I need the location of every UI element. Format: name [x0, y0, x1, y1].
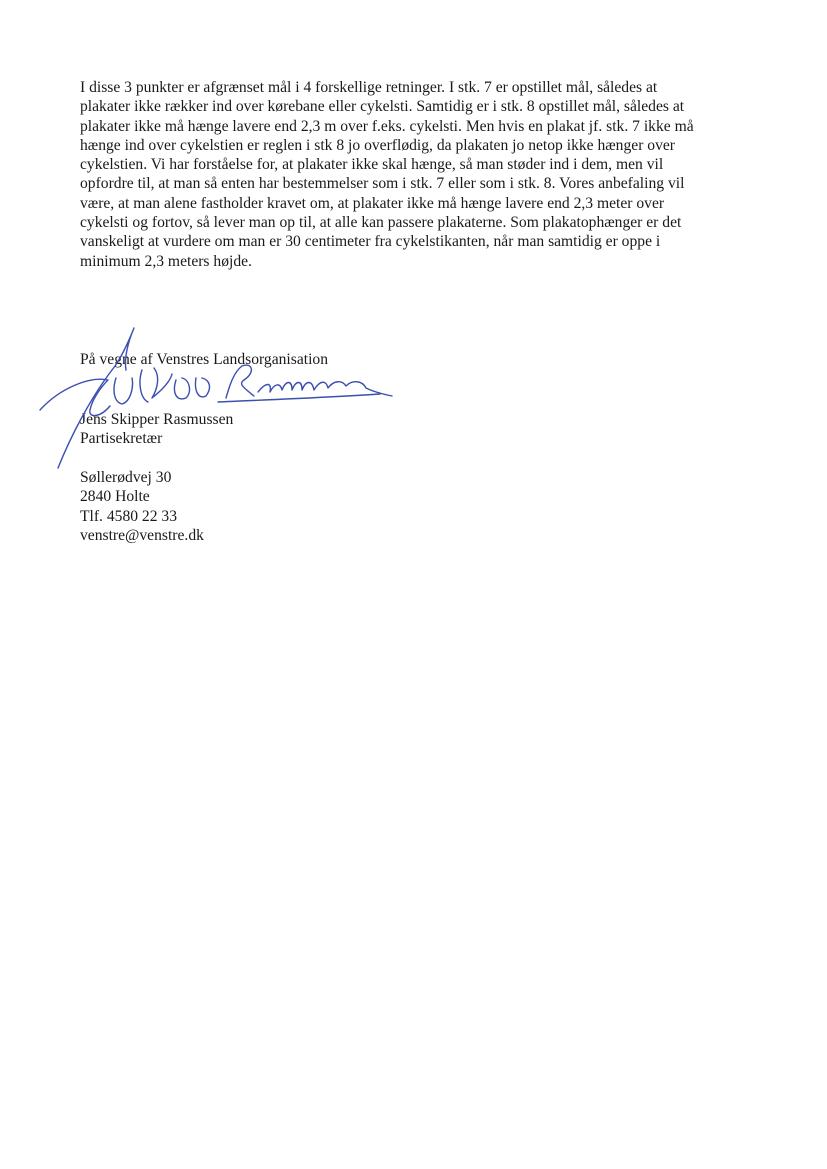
phone-number: Tlf. 4580 22 33 — [80, 507, 178, 525]
signatory-name: Jens Skipper Rasmussen — [80, 411, 234, 428]
handwritten-signature — [30, 318, 410, 478]
signatory-block — [80, 410, 233, 449]
email-address: venstre@venstre.dk — [80, 526, 204, 544]
address-city: 2840 Holte — [80, 488, 150, 506]
body-paragraph: I disse 3 punkter er afgrænset mål i 4 forskellige retninger. I stk. 7 er opstillet mål, således at plakater ikke rækker ind over kørebane eller cykelsti. Samtidig er i stk. 8 opstillet mål, således at plakater ikke må hænge lavere end 2,3 m over f.eks. cykelsti. Men hvis en plakat jf. stk. 7 ikke må hænge ind over cykelstien er reglen i stk 8 jo overflødig, da plakaten jo netop ikke hænger over cykelstien. Vi har forståelse for, at plakater ikke skal hænge, så man støder ind i dem, men vil opfordre til, at man så enten har bestemmelser som i stk. 7 eller som i stk. 8. Vores anbefaling vil være, at man alene fastholder kravet om, at plakater ikke må hænge lavere end 2,3 meter over cykelsti og fortov, så lever man op til, at alle kan passere plakaterne. Som plakatophænger er det vanskeligt at vurdere om man er 30 centimeter fra cykelstikanten, når man samtidig er oppe i minimum 2,3 meters højde. — [80, 79, 694, 270]
address-street: Søllerødvej 30 — [80, 469, 172, 486]
closing-line: På vegne af Venstres Landsorganisation — [80, 351, 328, 368]
address-block — [80, 468, 204, 545]
signatory-title: Partisekretær — [80, 430, 163, 448]
